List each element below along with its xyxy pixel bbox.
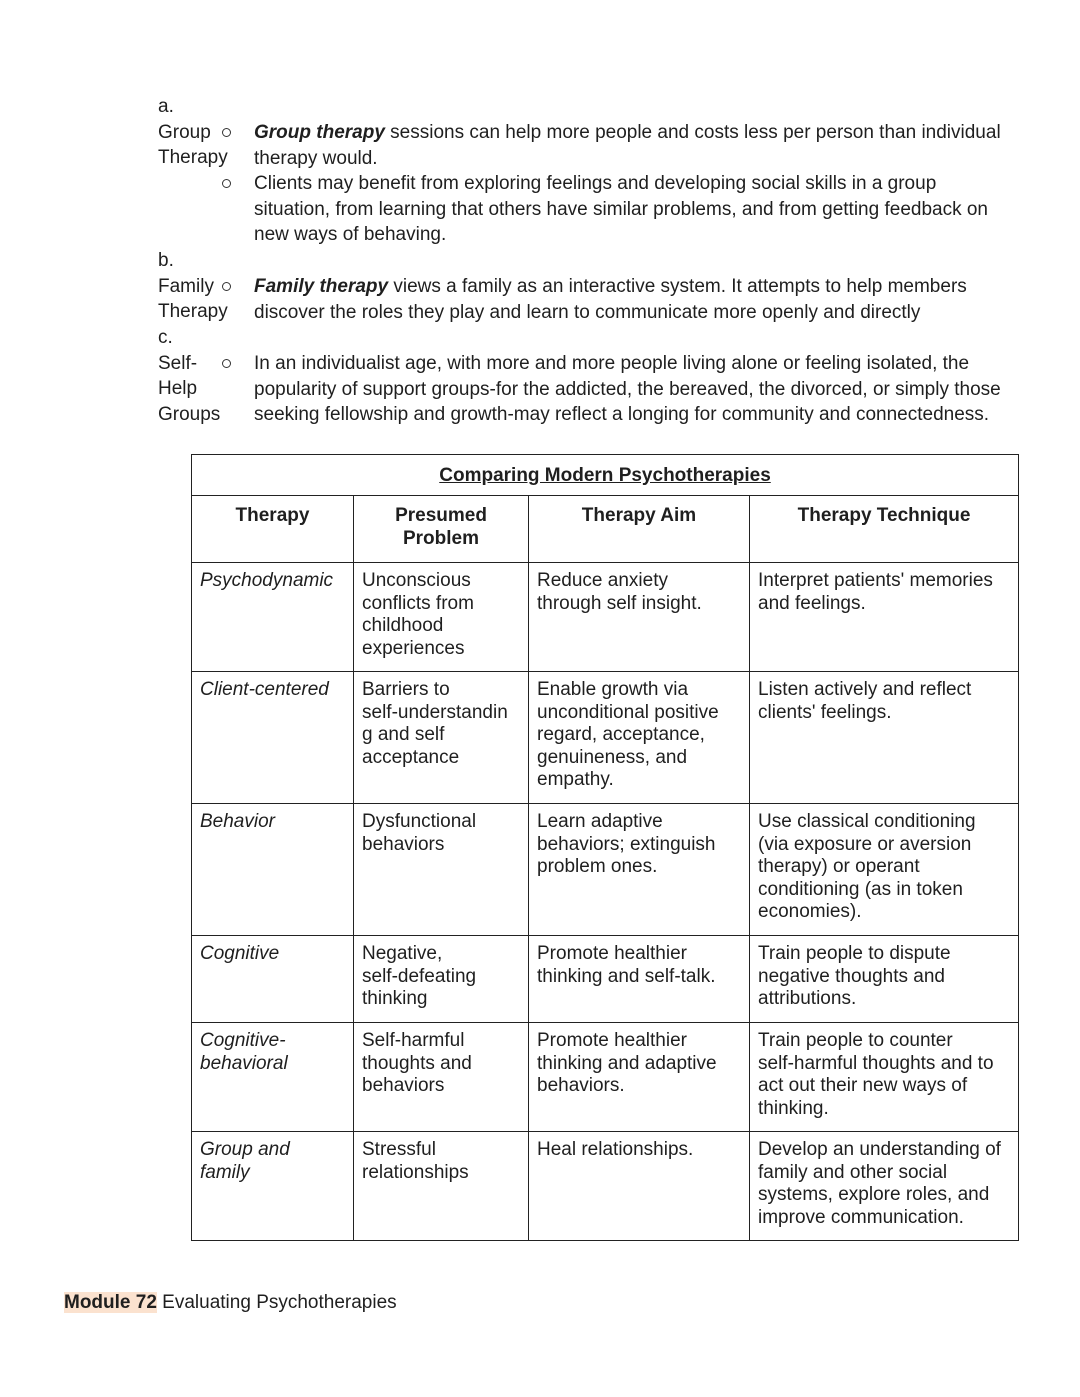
bullet-line (254, 377, 1024, 403)
bullet-line (254, 351, 1024, 377)
cell-therapy: Group and family (192, 1132, 354, 1241)
bullet-text (254, 351, 1024, 428)
section-heading (158, 94, 228, 171)
bullet-text (254, 171, 1024, 248)
header-therapy: Therapy (192, 496, 354, 563)
line-text: therapy would. (254, 147, 378, 169)
cell-therapy: Cognitive- behavioral (192, 1023, 354, 1132)
cell-aim: Enable growth via unconditional positive regard, acceptance, genuineness, and empathy. (529, 672, 750, 804)
section-letter: b. (158, 250, 174, 271)
cell-aim: Promote healthier thinking and self-talk. (529, 936, 750, 1023)
section-title: Self-Help Groups (158, 352, 221, 425)
circle-bullet-icon (222, 359, 231, 368)
line-text: discover the roles they play and learn to communicate more openly and directly (254, 301, 921, 323)
line-text: situation, from learning that others have similar problems, and from getting feedback on (254, 198, 988, 220)
table-row (192, 563, 1019, 672)
bullet-line (254, 197, 1024, 223)
cell-problem: Negative, self-defeating thinking (354, 936, 529, 1023)
module-title: Evaluating Psychotherapies (156, 1292, 397, 1313)
cell-problem: Self-harmful thoughts and behaviors (354, 1023, 529, 1132)
table-title: Comparing Modern Psychotherapies (192, 455, 1019, 496)
cell-technique: Use classical conditioning (via exposure or aversion therapy) or operant conditioning (as in token economies). (750, 804, 1019, 936)
table-row (192, 936, 1019, 1023)
cell-aim: Promote healthier thinking and adaptive behaviors. (529, 1023, 750, 1132)
next-module-footer (64, 1290, 397, 1316)
table-row (192, 1132, 1019, 1241)
cell-technique: Train people to counter self-harmful thoughts and to act out their new ways of thinking. (750, 1023, 1019, 1132)
section-heading (158, 325, 220, 427)
cell-technique: Train people to dispute negative thoughts and attributions. (750, 936, 1019, 1023)
bullet-text (254, 120, 1024, 171)
line-text: views a family as an interactive system. It attempts to help members (388, 276, 967, 297)
cell-problem: Unconscious conflicts from childhood experiences (354, 563, 529, 672)
section-letter: a. (158, 96, 174, 117)
cell-aim: Reduce anxiety through self insight. (529, 563, 750, 672)
module-number: Module 72 (64, 1292, 157, 1313)
section-letter: c. (158, 327, 173, 348)
header-presumed-problem: Presumed Problem (354, 496, 529, 563)
line-text: sessions can help more people and costs less per person than individual (384, 122, 1001, 143)
line-text: new ways of behaving. (254, 224, 447, 245)
cell-aim: Learn adaptive behaviors; extinguish problem ones. (529, 804, 750, 936)
cell-problem: Barriers to self-understandin g and self acceptance (354, 672, 529, 804)
table-row (192, 672, 1019, 804)
bullet-line (254, 146, 1024, 172)
cell-therapy: Psychodynamic (192, 563, 354, 672)
table-header-row (192, 496, 1019, 563)
bullet-line (254, 300, 1024, 326)
header-therapy-technique: Therapy Technique (750, 496, 1019, 563)
bullet-line (254, 120, 1024, 146)
bullet-line (254, 222, 1024, 248)
bullet-line (254, 274, 1024, 300)
circle-bullet-icon (222, 179, 231, 188)
bullet-line (254, 171, 1024, 197)
section-title: Group Therapy (158, 121, 228, 168)
circle-bullet-icon (222, 128, 231, 137)
bullet-text (254, 274, 1024, 325)
line-text: popularity of support groups-for the addicted, the bereaved, the divorced, or simply those (254, 378, 1001, 400)
cell-aim: Heal relationships. (529, 1132, 750, 1241)
cell-problem: Dysfunctional behaviors (354, 804, 529, 936)
table-row (192, 1023, 1019, 1132)
cell-technique: Interpret patients' memories and feelings. (750, 563, 1019, 672)
line-text: seeking fellowship and growth-may reflect a longing for community and connectedness. (254, 404, 990, 425)
bold-term: Group therapy (254, 122, 385, 143)
comparison-table (191, 454, 1019, 1241)
cell-problem: Stressful relationships (354, 1132, 529, 1241)
bold-term: Family therapy (254, 276, 389, 297)
bullet-line (254, 402, 1024, 428)
cell-therapy: Client-centered (192, 672, 354, 804)
section-heading (158, 248, 228, 325)
line-text: In an individualist age, with more and more people living alone or feeling isolated, the (254, 353, 970, 374)
cell-technique: Develop an understanding of family and other social systems, explore roles, and improve communication. (750, 1132, 1019, 1241)
cell-technique: Listen actively and reflect clients' feelings. (750, 672, 1019, 804)
line-text: Clients may benefit from exploring feelings and developing social skills in a group (254, 173, 937, 194)
circle-bullet-icon (222, 282, 231, 291)
cell-therapy: Cognitive (192, 936, 354, 1023)
cell-therapy: Behavior (192, 804, 354, 936)
section-title: Family Therapy (158, 275, 228, 322)
header-therapy-aim: Therapy Aim (529, 496, 750, 563)
table-row (192, 804, 1019, 936)
